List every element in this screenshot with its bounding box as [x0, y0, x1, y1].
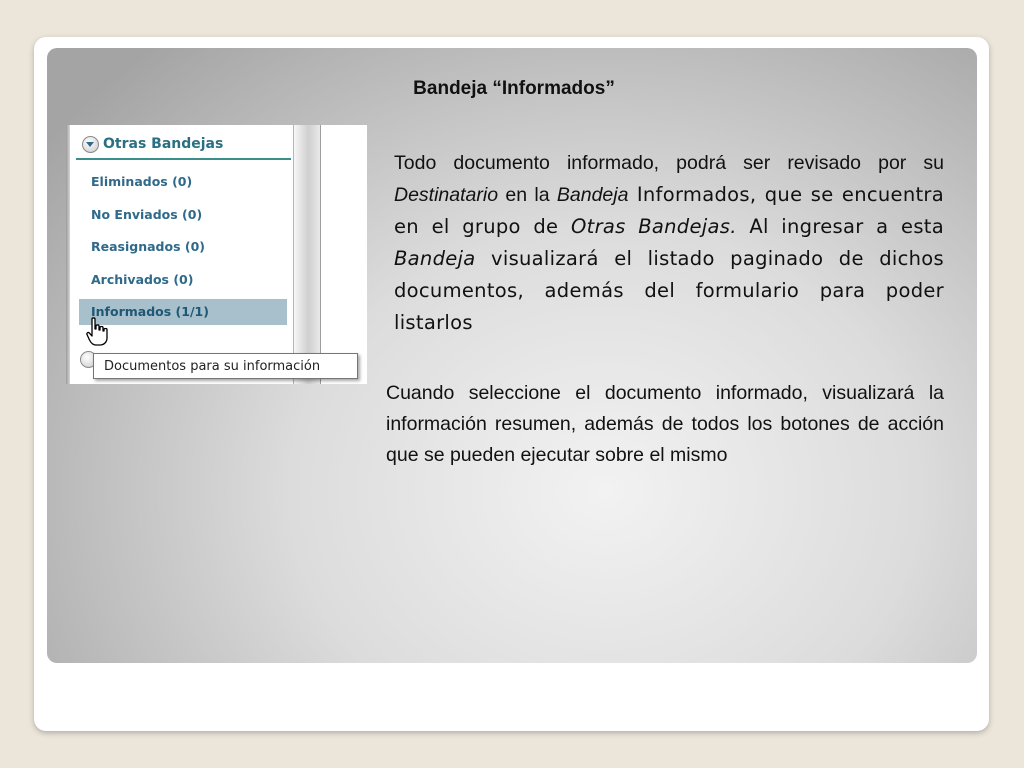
sidebar-item-informados[interactable]: Informados (1/1) [79, 299, 287, 325]
scrollbar[interactable] [293, 125, 321, 384]
chevron-down-icon[interactable] [82, 136, 99, 153]
paragraph-text-italic: Bandeja [556, 184, 629, 206]
paragraph-text: visualizará el listado paginado de dichos documentos, además del formulario para poder listarlos [394, 247, 944, 334]
paragraph-text-italic: Destinatario [394, 184, 499, 206]
paragraph-text: Al ingresar a esta [736, 215, 944, 238]
paragraph-selection-info: Cuando seleccione el documento informado, visualizará la información resumen, además de todos los botones de acción que se pueden ejecutar sobre el mismo [386, 382, 944, 466]
paragraph-text-italic: Bandeja [394, 247, 476, 270]
sidebar-item-eliminados[interactable]: Eliminados (0) [91, 174, 193, 189]
paragraph-text: en la [498, 184, 557, 206]
paragraph-text: Todo documento informado, podrá ser revisado por su [394, 152, 944, 174]
hand-pointer-icon [86, 317, 108, 347]
tooltip: Documentos para su información [93, 353, 358, 379]
group-header-otras-bandejas[interactable] [76, 133, 291, 160]
sidebar-screenshot [66, 125, 367, 384]
paragraph-text: Informados, que se encuentra en el grupo de [394, 183, 945, 238]
sidebar-item-archivados[interactable]: Archivados (0) [91, 272, 194, 287]
slide-title: Bandeja “Informados” [413, 78, 615, 99]
paragraph-description [394, 148, 944, 339]
inset-border [66, 125, 70, 384]
sidebar-item-no-enviados[interactable]: No Enviados (0) [91, 207, 203, 222]
paragraph-text-italic: Otras Bandejas. [570, 215, 737, 238]
group-title: Otras Bandejas [103, 136, 224, 152]
sidebar-item-reasignados[interactable]: Reasignados (0) [91, 239, 205, 254]
